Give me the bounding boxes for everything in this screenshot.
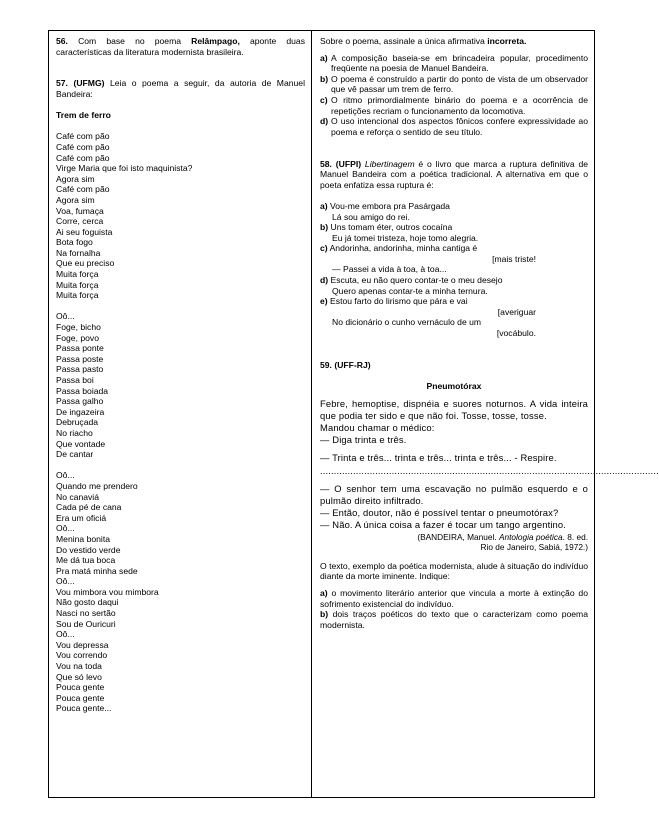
- stanza-break: [56, 460, 305, 471]
- poem-line: Do vestido verde: [56, 544, 121, 555]
- question-source: (UFMG): [73, 78, 105, 89]
- question-number: 57.: [56, 78, 68, 89]
- question-number: 59.: [320, 359, 332, 370]
- poem-line: Que eu preciso: [56, 258, 115, 269]
- option-letter: a): [320, 200, 328, 211]
- question-56: [56, 36, 305, 57]
- book-title: Libertinagem: [364, 158, 415, 169]
- option-letter: d): [320, 116, 329, 127]
- prompt-text: Sobre o poema, assinale a única afirmativa: [320, 36, 488, 46]
- question-number: 58.: [320, 158, 332, 169]
- question-57-prompt: [320, 36, 588, 47]
- poem-paragraph: — Então, doutor, não é possível tentar o pneumotórax?: [320, 507, 559, 519]
- poem-line: Cada pé de cana: [56, 502, 122, 513]
- right-column: [312, 31, 659, 797]
- poem-line: Vou correndo: [56, 650, 108, 661]
- option-letter: c): [320, 94, 328, 105]
- option-text: O poema é construído a partir do ponto de vista de um observador que vê passar um trem de ferro.: [331, 73, 588, 95]
- prompt-emphasis: incorreta.: [487, 36, 527, 46]
- option-text: O uso intencional dos aspectos fônicos confere expressividade ao poema e reforça o sentido de seu título.: [331, 116, 588, 137]
- item-b: [320, 609, 588, 630]
- poem-line: Passa pasto: [56, 364, 104, 375]
- poem-line: Ai seu foguista: [56, 226, 113, 237]
- poem-trem-de-ferro: [56, 131, 305, 714]
- option-line: [averiguar: [497, 306, 536, 317]
- question-text: Com base no poema: [67, 36, 192, 46]
- item-letter: a): [320, 588, 328, 598]
- q58-option-c: [320, 243, 588, 254]
- poem-line: Não gosto daqui: [56, 597, 119, 608]
- poem-paragraph: Mandou chamar o médico:: [320, 422, 435, 433]
- spacer: [320, 370, 588, 381]
- poem-line: Muita força: [56, 269, 99, 280]
- poem-line: Passa boi: [56, 375, 94, 385]
- spacer: [320, 148, 588, 159]
- citation: [320, 532, 588, 543]
- poem-paragraph: — Não. A única coisa a fazer é tocar um tango argentino.: [320, 519, 567, 531]
- poem-line: Passa boiada: [56, 385, 109, 396]
- poem-line: Passa ponte: [56, 343, 104, 354]
- question-number: 56.: [56, 36, 68, 46]
- poem-line: No riacho: [56, 427, 93, 438]
- poem-line: Vou depressa: [56, 639, 109, 650]
- poem-line: Agora sim: [56, 173, 95, 184]
- option-c: [320, 95, 588, 116]
- spacer: [320, 349, 588, 360]
- option-line: [mais triste!: [492, 253, 536, 264]
- poem-line: Virge Maria que foi isto maquinista?: [56, 163, 193, 174]
- q58-option-b: [320, 222, 588, 233]
- spacer: [320, 339, 588, 350]
- poem-title-ref: Relâmpago,: [191, 36, 240, 46]
- option-line: Escuta, eu não quero contar-te o meu desejo: [328, 275, 503, 286]
- citation-text: . 8. ed.: [562, 531, 588, 542]
- poem-line: Sou de Ouricuri: [56, 618, 116, 629]
- option-d: [320, 116, 588, 137]
- poem-line: Pra matá minha sede: [56, 565, 138, 576]
- poem-line: Passa poste: [56, 353, 104, 364]
- item-letter: b): [320, 609, 329, 620]
- poem-title: [320, 381, 588, 392]
- question-text: Leia o poema a seguir, da autoria de Manuel Bandeira:: [56, 78, 305, 99]
- option-text: O ritmo primordialmente binário do poema e a ocorrência de repetições recriam o funcionamento da locomotiva.: [331, 94, 588, 116]
- ellipsis-line: ...........................................................................................................................: [320, 464, 659, 476]
- spacer: [320, 137, 588, 148]
- exam-page: [48, 30, 659, 798]
- poem-line: Oô...: [56, 470, 75, 481]
- option-line: Eu já tomei tristeza, hoje tomo alegria.: [332, 232, 479, 243]
- poem-line: No canaviá: [56, 491, 99, 502]
- poem-paragraph: — O senhor tem uma escavação no pulmão esquerdo e o pulmão direito infiltrado.: [320, 482, 588, 507]
- poem-line: Agora sim: [56, 194, 95, 205]
- question-text: aponte duas características da literatura modernista brasileira.: [56, 36, 305, 57]
- poem-line: Era um oficiá: [56, 512, 107, 523]
- spacer: [56, 68, 305, 79]
- poem-line: Quando me prendero: [56, 480, 138, 491]
- poem-line: Pouca gente: [56, 692, 105, 703]
- poem-line: Na fornalha: [56, 247, 101, 258]
- poem-line: De ingazeira: [56, 406, 105, 417]
- poem-pneumotorax: [320, 397, 659, 532]
- poem-title: [56, 110, 305, 121]
- spacer: [56, 121, 305, 132]
- item-a: [320, 588, 588, 609]
- poem-line: Café com pão: [56, 152, 110, 163]
- question-source: (UFPI): [335, 158, 362, 169]
- poem-title-text: Trem de ferro: [56, 110, 111, 121]
- option-line: Andorinha, andorinha, minha cantiga é: [327, 243, 478, 254]
- spacer: [56, 100, 305, 111]
- question-source: (UFF-RJ): [334, 359, 371, 370]
- left-column: [49, 31, 312, 797]
- poem-line: Pouca gente...: [56, 703, 112, 714]
- poem-line: Voa, fumaça: [56, 205, 104, 216]
- poem-paragraph: Febre, hemoptise, dispnéia e suores noturnos. A vida inteira que podia ter sido e que não foi. Tosse, tosse, tosse.: [320, 397, 588, 421]
- poem-line: Vou na toda: [56, 661, 102, 672]
- option-line: — Passei a vida à toa, à toa...: [332, 264, 447, 275]
- option-letter: a): [320, 52, 328, 63]
- poem-line: Oô...: [56, 523, 75, 534]
- poem-line: Corre, cerca: [56, 216, 104, 227]
- poem-line: Nasci no sertão: [56, 608, 116, 619]
- poem-line: Que só levo: [56, 671, 102, 682]
- poem-line: Foge, bicho: [56, 322, 101, 333]
- poem-line: Oô...: [56, 576, 75, 587]
- poem-line: Debruçada: [56, 417, 99, 428]
- option-letter: e): [320, 296, 328, 307]
- poem-line: Muita força: [56, 279, 99, 290]
- spacer: [320, 190, 588, 201]
- option-letter: c): [320, 243, 328, 254]
- poem-line: Café com pão: [56, 141, 110, 152]
- poem-line: Oô...: [56, 311, 75, 322]
- question-57: [56, 78, 305, 99]
- poem-line: Café com pão: [56, 184, 110, 195]
- option-line: Quero apenas contar-te a minha ternura.: [332, 285, 488, 296]
- question-59: [320, 360, 588, 371]
- poem-line: Foge, povo: [56, 332, 99, 343]
- option-b: [320, 74, 588, 95]
- poem-line: Vou mimbora vou mimbora: [56, 586, 159, 597]
- option-line: [vocábulo.: [496, 328, 536, 339]
- stanza-break: [56, 301, 305, 312]
- option-a: [320, 53, 588, 74]
- option-text: A composição baseia-se em brincadeira popular, procedimento freqüente na poesia de Manuel Bandeira.: [331, 52, 588, 74]
- citation-book: Antologia poética: [498, 531, 563, 542]
- question-58: [320, 159, 588, 191]
- poem-title-text: Pneumotórax: [426, 381, 482, 391]
- option-line: Uns tomam éter, outros cocaína: [328, 222, 453, 233]
- option-letter: b): [320, 222, 329, 233]
- option-letter: b): [320, 73, 329, 84]
- spacer: [320, 553, 588, 561]
- option-line: Lá sou amigo do rei.: [332, 211, 410, 222]
- citation-text: (BANDEIRA, Manuel.: [417, 531, 499, 542]
- item-text: dois traços poéticos do texto que o caracterizam como poema modernista.: [320, 609, 588, 630]
- option-line: Estou farto do lirismo que pára e vai: [327, 296, 468, 307]
- poem-line: Que vontade: [56, 438, 106, 449]
- poem-line: De cantar: [56, 449, 94, 460]
- poem-line: Me dá tua boca: [56, 555, 116, 566]
- poem-line: Muita força: [56, 290, 99, 301]
- poem-paragraph: — Trinta e três... trinta e três... trinta e três... - Respire.: [320, 452, 557, 464]
- poem-paragraph: — Diga trinta e três.: [320, 434, 407, 446]
- poem-line: Pouca gente: [56, 682, 105, 693]
- poem-line: Oô...: [56, 629, 75, 640]
- option-line: Vou-me embora pra Pasárgada: [327, 200, 450, 211]
- poem-line: Passa galho: [56, 396, 104, 407]
- option-letter: d): [320, 275, 329, 286]
- q58-option-a: [320, 201, 588, 212]
- item-text: o movimento literário anterior que vincula a morte à extinção do sofrimento existencial do indivíduo.: [320, 588, 588, 609]
- poem-line: Bota fogo: [56, 237, 93, 248]
- question-text: O texto, exemplo da poética modernista, alude à situação do indivíduo diante da morte iminente. Indique:: [320, 560, 589, 582]
- q58-option-e: [320, 296, 588, 307]
- option-line: No dicionário o cunho vernáculo de um: [332, 317, 482, 328]
- poem-line: Café com pão: [56, 131, 110, 142]
- citation-text: Rio de Janeiro, Sabiá, 1972.): [480, 542, 588, 553]
- question-text: é o livro que marca a ruptura definitiva de Manuel Bandeira com a poética tradicional. A alternativa em que o poeta enfatiza essa ruptura é:: [320, 158, 588, 190]
- poem-line: Menina bonita: [56, 533, 110, 544]
- q58-option-d: [320, 275, 588, 286]
- spacer: [56, 57, 305, 68]
